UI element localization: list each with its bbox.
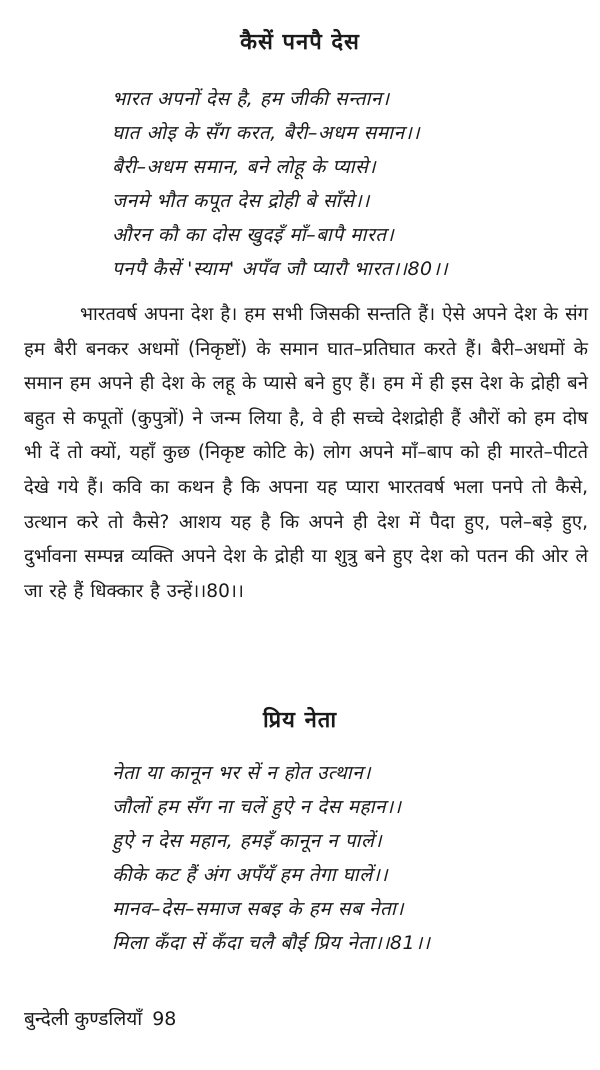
- verse-line: पनपै कैसें 'स्याम' अपँव जौ प्यारौ भारत।।80।।: [112, 258, 449, 280]
- section-1-title: कैसें पनपै देस: [240, 30, 360, 55]
- verse-line: औरन कौ का दोस खुदइँ माँ–बापै मारत।: [112, 224, 395, 246]
- section-1-verse: [112, 82, 582, 286]
- verse-line: मिला कँदा सें कँदा चलै बौई प्रिय नेता।।81।।: [112, 932, 431, 954]
- section-2-title: प्रिय नेता: [262, 708, 338, 733]
- verse-line: हुऐ न देस महान, हमइँ कानून न पालें।: [112, 830, 383, 852]
- verse-line: घात ओइ के सँग करत, बैरी–अधम समान।।: [112, 122, 421, 144]
- book-title: बुन्देली कुण्डलियाँ: [24, 1008, 143, 1030]
- verse-line: भारत अपनों देस है, हम जीकी सन्तान।: [112, 88, 390, 110]
- verse-line: नेता या कानून भर सें न होत उत्थान।: [112, 762, 371, 784]
- page-footer: [24, 1005, 176, 1031]
- section-1-commentary: भारतवर्ष अपना देश है। हम सभी जिसकी सन्तति हैं। ऐसे अपने देश के संग हम बैरी बनकर अधमों (निकृष्टों) के समान घात–प्रतिघात करते हैं। बैरी–अधमों के समान हम अपने ही देश के लहू के प्यासे बने हुए हैं। हम में ही इस देश के द्रोही बने बहुत से कपूतों (कुपुत्रों) ने जन्म लिया है, वे ही सच्चे देशद्रोही हैं औरों को हम दोष भी दें तो क्यों, यहाँ कुछ (निकृष्ट कोटि के) लोग अपने माँ–बाप को ही मारते–पीटते देखे गये हैं। कवि का कथन है कि अपना यह प्यारा भारतवर्ष भला पनपे तो कैसे, उत्थान करे तो कैसे? आशय यह है कि अपने ही देश में पैदा हुए, पले–बड़े हुए, दुर्भावना सम्पन्न व्यक्ति अपने देश के द्रोही या शुत्रु बने हुए देश को पतन की ओर ले जा रहे हैं धिक्कार है उन्हें।।80।।: [24, 304, 588, 602]
- verse-line: मानव–देस–समाज सबइ के हम सब नेता।: [112, 898, 405, 920]
- verse-line: जौलों हम सँग ना चलें हुऐ न देस महान।।: [112, 796, 402, 818]
- verse-line: जनमे भौत कपूत देस द्रोही बे साँसे।।: [112, 190, 370, 212]
- verse-line: कीके कट हैं अंग अपँयँ हम तेगा घालें।।: [112, 864, 389, 886]
- page-number: 98: [152, 1008, 177, 1030]
- section-2-verse: [112, 756, 582, 960]
- verse-line: बैरी–अधम समान, बने लोहू के प्यासे।: [112, 156, 377, 178]
